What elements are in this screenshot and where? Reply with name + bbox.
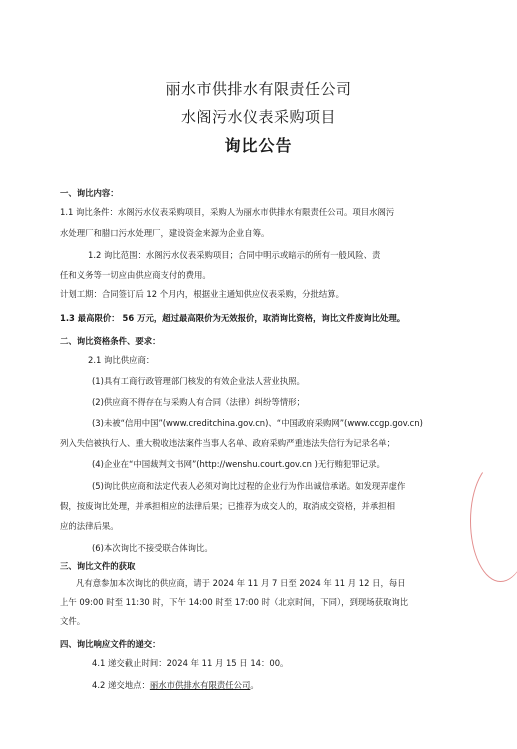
submit-location-end: 。: [250, 680, 259, 690]
price-limit-warning: 超过最高限价为无效报价，取消询比资格，询比文件废询比处理。: [162, 313, 406, 323]
qual-item-5: (5)询比供应商和法定代表人必须对询比过程的企业行为作出诚信承诺。如发现弄虚作: [92, 481, 406, 491]
section-1-heading: 一、询比内容：: [60, 188, 119, 198]
qual-item-3-cont: 列入失信被执行人、重大税收违法案件当事人名单、政府采购严重违法失信行为记录名单；: [60, 438, 395, 448]
qual-item-5-cont: 假，按废询比处理，并承担相应的法律后果；已推荐为成交人的，取消成交资格，并承担相: [60, 501, 395, 511]
paragraph-3-3: 文件。: [60, 616, 86, 626]
paragraph-1-1: 1.1 询比条件：水阁污水仪表采购项目，采购人为丽水市供排水有限责任公司。项目水阁污: [60, 207, 395, 217]
paragraph-2-1: 2.1 询比供应商：: [88, 355, 155, 365]
qual-item-6: (6)本次询比不接受联合体询比。: [92, 543, 213, 553]
paragraph-4-2: [92, 680, 259, 691]
company-seal-partial: [470, 460, 517, 582]
paragraph-1-1-cont: 水处理厂和腊口污水处理厂，建设资金来源为企业自筹。: [60, 228, 270, 238]
project-title: 水阁污水仪表采购项目: [180, 108, 336, 126]
paragraph-3-1: 凡有意参加本次询比的供应商，请于 2024 年 11 月 7 日至 2024 年 11 月 12 日，每日: [76, 578, 406, 588]
qual-item-1: (1)具有工商行政管理部门核发的有效企业法人营业执照。: [92, 376, 305, 386]
section-3-heading: 三、询比文件的获取: [60, 561, 136, 571]
paragraph-3-2: 上午 09:00 时至 11:30 时，下午 14:00 时至 17:00 时（北京时间，下同），到现场获取询比: [60, 597, 409, 607]
submit-location-value: 丽水市供排水有限责任公司: [149, 680, 251, 690]
qual-item-3: (3)未被“信用中国”(www.creditchina.gov.cn)、“中国政府采购网”(www.ccgp.gov.cn): [92, 418, 423, 428]
paragraph-4-1: 4.1 递交截止时间：2024 年 11 月 15 日 14：00。: [92, 658, 289, 668]
company-title: 丽水市供排水有限责任公司: [165, 80, 352, 98]
section-2-heading: 二、询比资格条件、要求：: [60, 336, 161, 346]
paragraph-1-2-cont: 任和义务等一切应由供应商支付的费用。: [60, 270, 211, 280]
paragraph-1-2: 1.2 询比范围：水阁污水仪表采购项目；合同中明示或暗示的所有一般风险、责: [88, 250, 381, 260]
paragraph-plan: 计划工期：合同签订后 12 个月内，根据业主通知供应仪表采购，分批结算。: [60, 289, 344, 299]
submit-location-label: 4.2 递交地点：: [92, 680, 150, 690]
document-title: 询比公告: [224, 136, 293, 155]
qual-item-5-cont2: 应的法律后果。: [60, 521, 119, 531]
section-4-heading: 四、询比响应文件的递交：: [60, 639, 161, 649]
price-limit-text: 1.3 最高限价： 56 万元，: [60, 313, 163, 323]
qual-item-2: (2)供应商不得存在与采购人有合同（法律）纠纷等情形；: [92, 397, 305, 407]
qual-item-4: (4)企业在“中国裁判文书网”(http://wenshu.court.gov.cn )无行贿犯罪记录。: [92, 459, 385, 469]
paragraph-1-3: [60, 313, 405, 324]
